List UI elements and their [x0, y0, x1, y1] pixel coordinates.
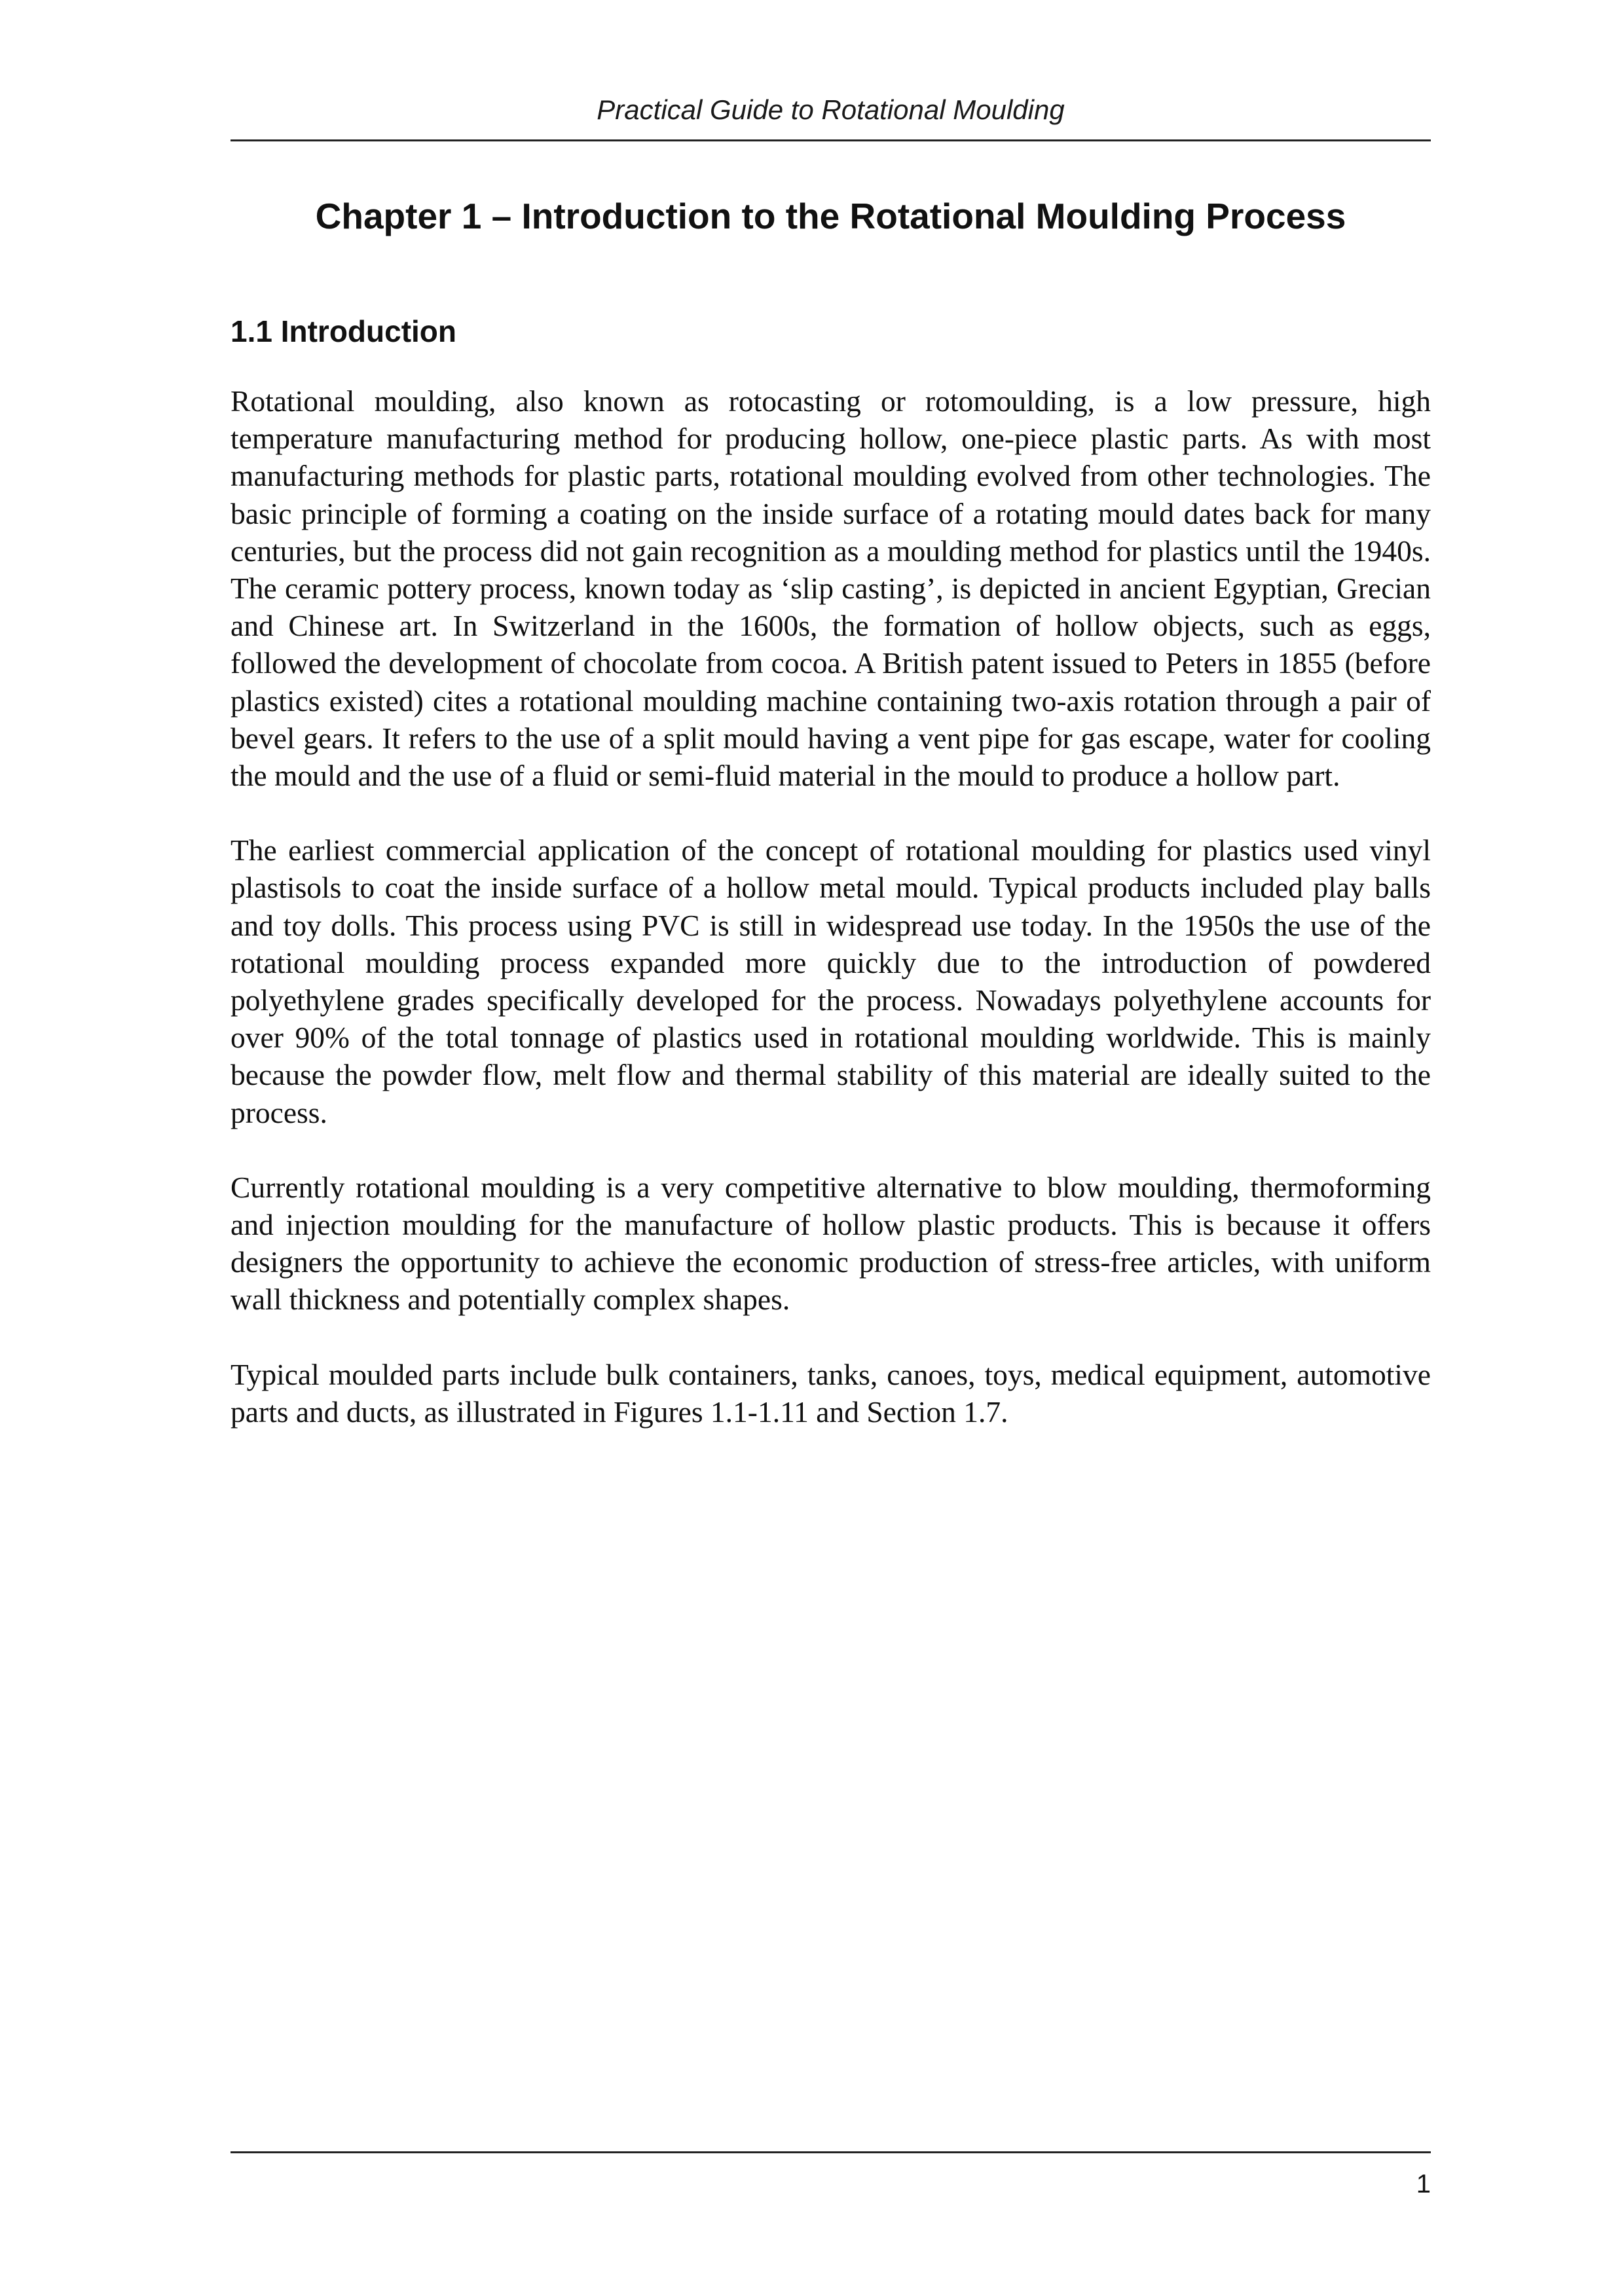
chapter-title: Chapter 1 – Introduction to the Rotational Moulding Process: [315, 196, 1346, 236]
paragraph-alternatives: Currently rotational moulding is a very competitive alternative to blow moulding, thermoforming and injection moulding for the manufacture of hollow plastic products. This is because it offers designers the opportunity to achieve the economic production of stress-free articles, with uniform wall thickness and potentially complex shapes.: [231, 1170, 1431, 1317]
paragraph-typical-parts: Typical moulded parts include bulk containers, tanks, canoes, toys, medical equipment, automotive parts and ducts, as illustrated in Figures 1.1-1.11 and Section 1.7.: [231, 1357, 1431, 1429]
paragraph-history: Rotational moulding, also known as rotocasting or rotomoulding, is a low pressure, high temperature manufacturing method for producing hollow, one-piece plastic parts. As with most manufacturing methods for plastic parts, rotational moulding evolved from other technologies. The basic principle of forming a coating on the inside surface of a rotating mould dates back for many centuries, but the process did not gain recognition as a moulding method for plastics until the 1940s. The ceramic pottery process, known today as ‘slip casting’, is depicted in ancient Egyptian, Grecian and Chinese art. In Switzerland in the 1600s, the formation of hollow objects, such as eggs, followed the development of chocolate from cocoa. A British patent issued to Peters in 1855 (before plastics existed) cites a rotational moulding machine containing two-axis rotation through a pair of bevel gears. It refers to the use of a split mould having a vent pipe for gas escape, water for cooling the mould and the use of a fluid or semi-fluid material in the mould to produce a hollow part.: [231, 384, 1431, 793]
body-text: [231, 382, 1431, 1468]
section-heading: 1.1 Introduction: [231, 314, 456, 348]
footer-divider: [231, 2151, 1431, 2153]
running-header: Practical Guide to Rotational Moulding: [597, 94, 1065, 125]
header-divider: [231, 139, 1431, 141]
paragraph-commercial: The earliest commercial application of the concept of rotational moulding for plastics used vinyl plastisols to coat the inside surface of a hollow metal mould. Typical products included play balls and toy dolls. This process using PVC is still in widespread use today. In the 1950s the use of the rotational moulding process expanded more quickly due to the introduction of powdered polyethylene grades specifically developed for the process. Nowadays polyethylene accounts for over 90% of the total tonnage of plastics used in rotational moulding worldwide. This is mainly because the powder flow, melt flow and thermal stability of this material are ideally suited to the process.: [231, 833, 1431, 1129]
page-number: 1: [1416, 2170, 1431, 2198]
